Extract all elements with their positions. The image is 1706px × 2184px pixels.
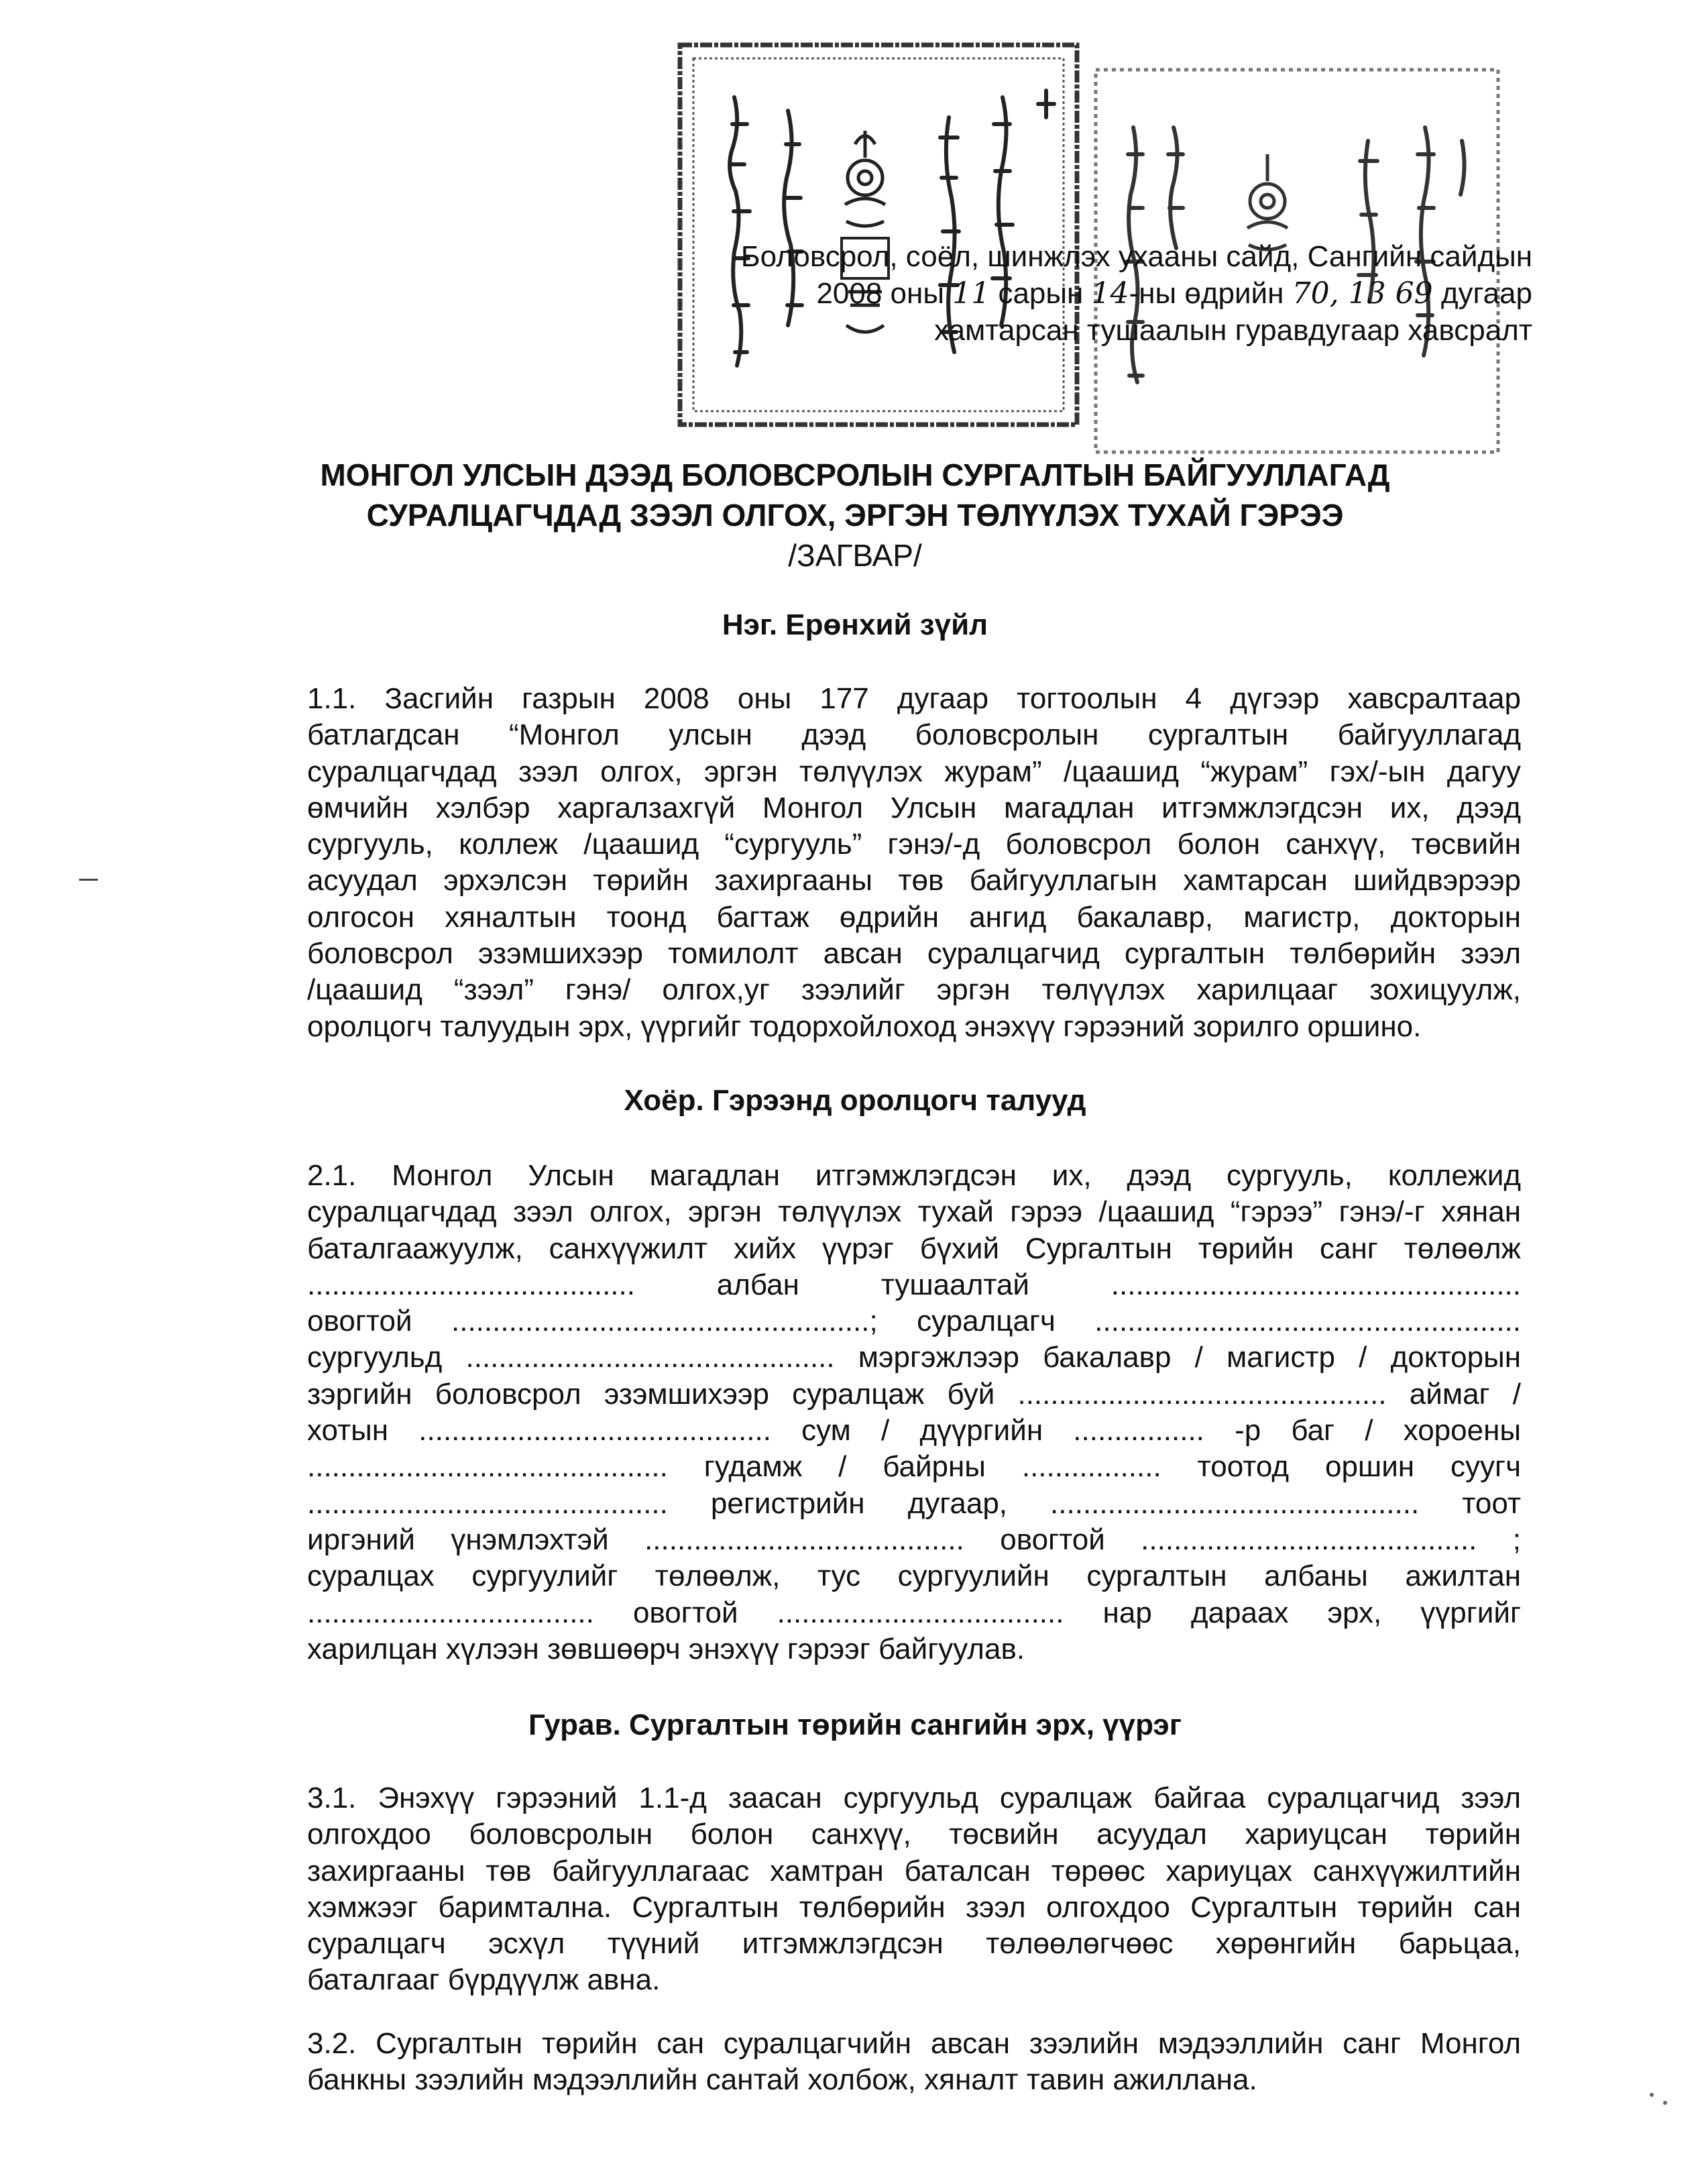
paragraph-3-2 — [307, 2026, 1521, 2099]
fill-in-line: зэргийн боловсрол эзэмшихээр суралцаж буй ............................................. аймаг / — [307, 1377, 1521, 1411]
annex-note-year: 2008 оны — [816, 277, 944, 310]
official-seal-stamp-left — [671, 37, 1086, 433]
fill-in-line: ........................................ албан тушаалтай .................................................. — [307, 1268, 1521, 1301]
paragraph-line: баталгааг бүрдүүлж авна. — [307, 1963, 661, 1997]
paragraph-line: олгохдоо боловсролын болон санхүү, төсвийн асуудал хариуцсан төрийн — [307, 1818, 1521, 1851]
paragraph-line: асуудал эрхэлсэн төрийн захиргааны төв байгууллагын хамтарсан шийдвэрээр — [307, 864, 1521, 897]
fill-in-line: иргэний үнэмлэхтэй ....................................... овогтой ......................................... ; — [307, 1523, 1521, 1556]
annex-note-line-2 — [590, 275, 1532, 312]
paragraph-line: баталгаажуулж, санхүүжилт хийх үүрэг бүхий Сургалтын төрийн санг төлөөлж — [307, 1232, 1521, 1265]
seal-graphic-left — [671, 37, 1086, 433]
annex-note-day-label: -ны өдрийн — [1129, 277, 1284, 310]
paragraph-3-1 — [307, 1780, 1521, 1999]
handwritten-day: 14 — [1091, 276, 1129, 311]
fill-in-line: сургуульд ............................................. мэргэжлээр бакалавр / магистр / докторын — [307, 1341, 1521, 1374]
paragraph-line: хэмжээг баримтална. Сургалтын төлбөрийн зээл олгохдоо Сургалтын төрийн сан — [307, 1890, 1521, 1924]
paragraph-1-1 — [307, 681, 1521, 1045]
annex-note-line-1: Боловсрол, соёл, шинжлэх ухааны сайд, Сангийн сайдын — [740, 240, 1532, 273]
handwritten-month: 11 — [952, 276, 990, 311]
title-template-label: /ЗАГВАР/ — [788, 538, 922, 573]
paragraph-line: 2.1. Монгол Улсын магадлан итгэмжлэгдсэн их, дээд сургууль, коллежид — [307, 1159, 1521, 1192]
scan-speck — [1650, 2093, 1654, 2097]
title-line-1: МОНГОЛ УЛСЫН ДЭЭД БОЛОВСРОЛЫН СУРГАЛТЫН БАЙГУУЛЛАГАД — [320, 457, 1390, 492]
paragraph-line: 3.1. Энэхүү гэрээний 1.1-д заасан сургуульд суралцаж байгаа суралцагчид зээл — [307, 1782, 1521, 1814]
paragraph-line: 1.1. Засгийн газрын 2008 оны 177 дугаар тогтоолын 4 дүгээр хавсралтаар — [307, 682, 1521, 715]
section-1-heading: Нэг. Ерөнхий зүйл — [722, 608, 988, 641]
paragraph-line: боловсрол эзэмшихээр томилолт авсан суралцагчид сургалтын төлбөрийн зээл — [307, 937, 1521, 971]
paragraph-line: суралцагчдад зээл олгох, эргэн төлүүлэх тухай гэрээ /цаашид “гэрээ” гэнэ/-г хянан — [307, 1195, 1521, 1229]
paragraph-line: олгосон хяналтын тоонд багтаж өдрийн ангид бакалавр, магистр, докторын — [307, 900, 1521, 934]
fill-in-line: хотын ........................................... сум / дүүргийн ................ -р баг / хороены — [307, 1414, 1521, 1448]
paragraph-line: суралцагчдад зээл олгох, эргэн төлүүлэх журам” /цаашид “журам” гэх/-ын дагуу — [307, 755, 1521, 788]
paragraph-line: батлагдсан “Монгол улсын дээд боловсролын сургалтын байгууллагад — [307, 718, 1521, 752]
paragraph-line: банкны зээлийн мэдээллийн сантай холбож, хяналт тавин ажиллана. — [307, 2063, 1257, 2097]
annex-note-line-3: хамтарсан тушаалын гуравдугаар хавсралт — [934, 314, 1532, 347]
paragraph-line: захиргааны төв байгууллагаас хамтран баталсан төрөөс хариуцах санхүүжилтийн — [307, 1854, 1521, 1888]
fill-in-line: ................................... овогтой ................................... нар дараах эрх, үүргийг — [307, 1596, 1521, 1629]
paragraph-line: өмчийн хэлбэр харгалзахгүй Монгол Улсын магадлан итгэмжлэгдсэн их, дээд — [307, 791, 1521, 824]
paragraph-line: суралцах сургуулийг төлөөлж, тус сургуулийн сургалтын албаны ажилтан — [307, 1560, 1521, 1593]
fill-in-line: овогтой ...................................................; суралцагч .................................................... — [307, 1305, 1521, 1338]
document-title — [268, 455, 1442, 576]
paragraph-2-1 — [307, 1158, 1521, 1668]
scan-speck — [1663, 2101, 1667, 2105]
paragraph-line: харилцан хүлээн зөвшөөрч энэхүү гэрээг байгуулав. — [307, 1632, 1025, 1666]
section-3-heading: Гурав. Сургалтын төрийн сангийн эрх, үүрэг — [528, 1708, 1182, 1741]
fill-in-line: ............................................ гудамж / байрны ................. тоотод оршин суугч — [307, 1450, 1521, 1484]
paragraph-line: /цаашид “зээл” гэнэ/ олгох,уг зээлийг эргэн төлүүлэх харилцааг зохицуулж, — [307, 973, 1521, 1007]
title-line-2: СУРАЛЦАГЧДАД ЗЭЭЛ ОЛГОХ, ЭРГЭН ТӨЛҮҮЛЭХ ТУХАЙ ГЭРЭЭ — [366, 498, 1344, 533]
paragraph-line: оролцогч талуудын эрх, үүргийг тодорхойлоход энэхүү гэрээний зорилго оршино. — [307, 1009, 1422, 1043]
annex-reference-note — [590, 238, 1532, 349]
handwritten-order-number: 70, 13 69 — [1292, 276, 1433, 311]
section-2-heading: Хоёр. Гэрээнд оролцогч талууд — [624, 1084, 1086, 1117]
fill-in-line: ............................................ регистрийн дугаар, ............................................. тоот — [307, 1486, 1521, 1520]
annex-note-number-label: дугаар — [1440, 277, 1532, 310]
paragraph-line: сургууль, коллеж /цаашид “сургууль” гэнэ/-д боловсрол болон санхүү, төсвийн — [307, 828, 1521, 861]
paragraph-line: 3.2. Сургалтын төрийн сан суралцагчийн авсан зээлийн мэдээллийн санг Монгол — [307, 2027, 1521, 2060]
annex-note-month-label: сарын — [998, 277, 1084, 310]
margin-mark — [79, 879, 98, 881]
paragraph-line: суралцагч эсхүл түүний итгэмжлэгдсэн төлөөлөгчөөс хөрөнгийн барьцаа, — [307, 1927, 1521, 1961]
